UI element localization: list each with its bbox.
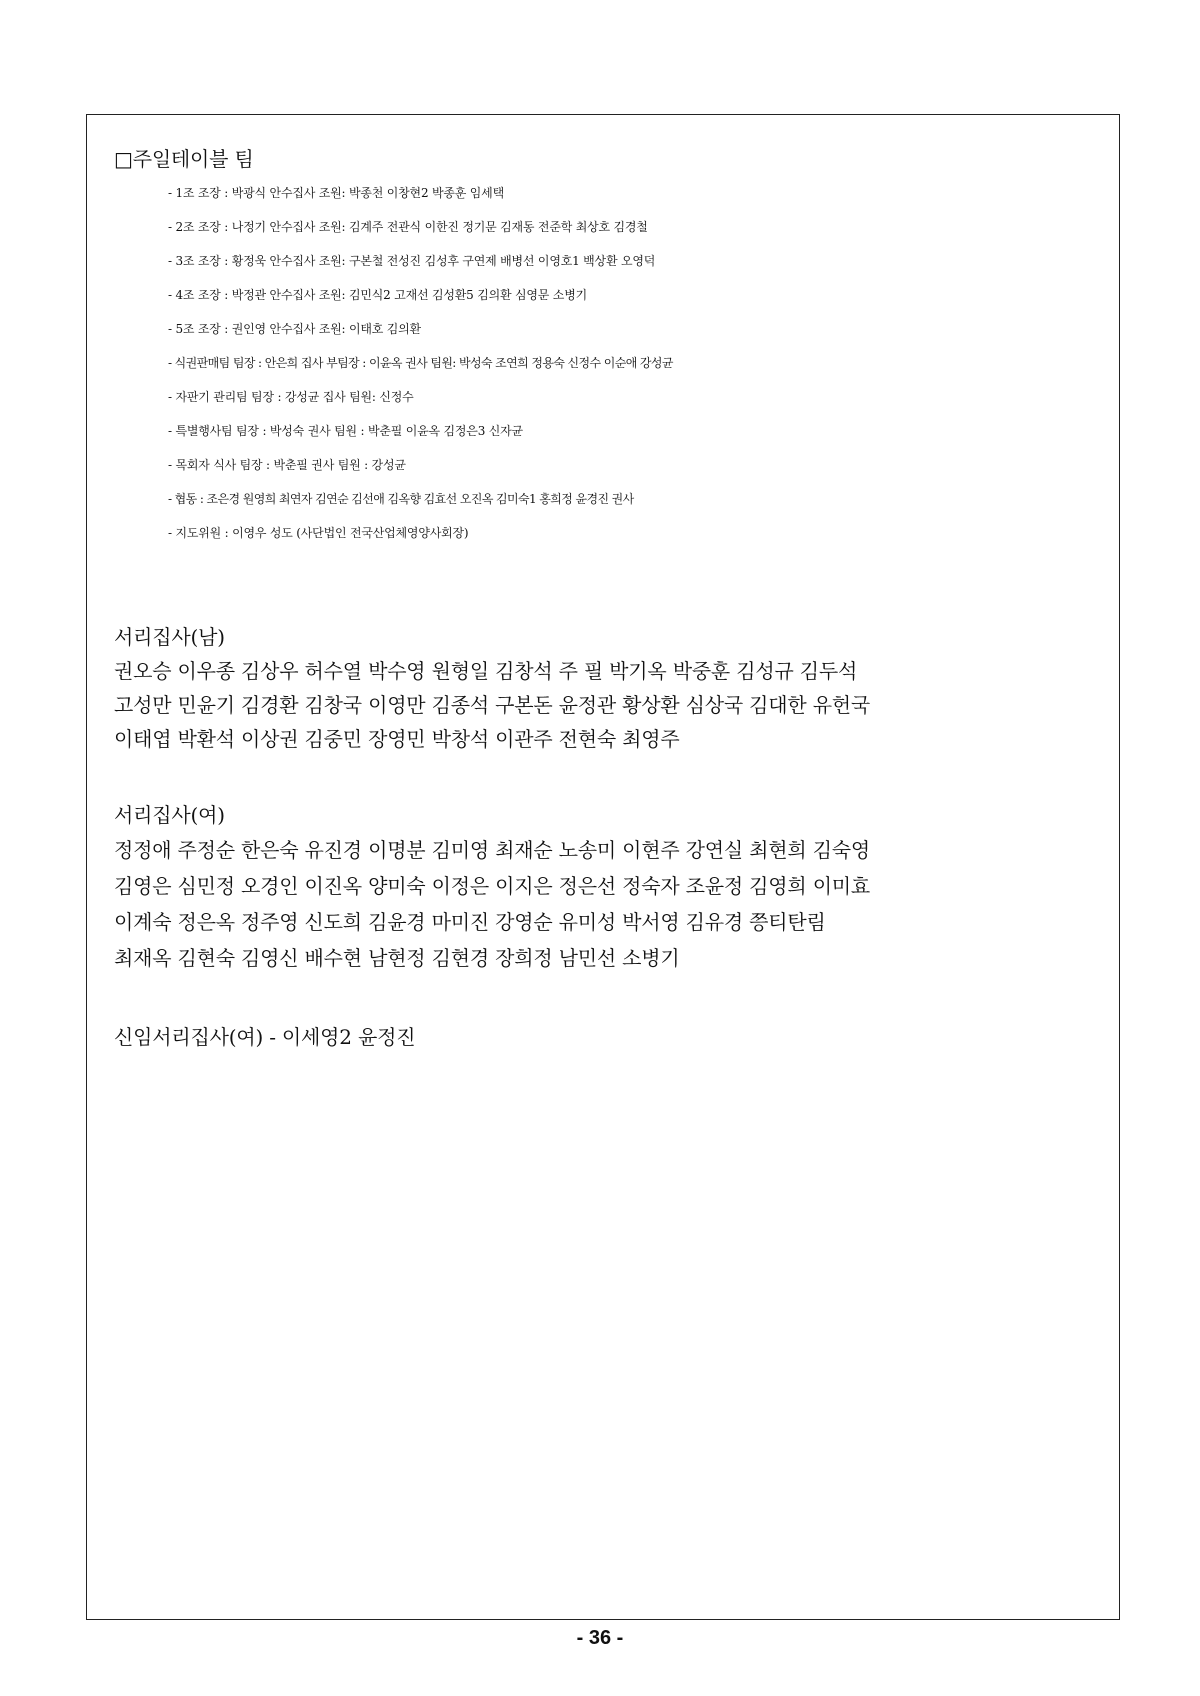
team-item-3: - 3조 조장 : 황정욱 안수집사 조원: 구본철 전성진 김성후 구연제 배병선 이영호1 백상환 오영덕: [168, 254, 656, 268]
team-heading: □주일테이블 팀: [114, 147, 254, 171]
page-content: [114, 142, 1114, 1049]
men-deacons-row-3: 이태엽 박환석 이상권 김중민 장영민 박창석 이관주 전현숙 최영주: [114, 727, 680, 751]
men-deacons-heading: 서리집사(남): [114, 625, 225, 649]
team-item-2: - 2조 조장 : 나정기 안수집사 조원: 김계주 전관식 이한진 정기문 김재동 전준학 최상호 김경철: [168, 220, 648, 234]
team-item-ticket-sales: - 식권판매팀 팀장 : 안은희 집사 부팀장 : 이윤옥 권사 팀원: 박성숙 조연희 정용숙 신정수 이순애 강성균: [168, 356, 673, 370]
team-list: [114, 176, 1114, 550]
women-deacons-row-3: 이계숙 정은옥 정주영 신도희 김윤경 마미진 강영순 유미성 박서영 김유경 쯩티탄림: [114, 910, 826, 934]
men-deacons-row-2: 고성만 민윤기 김경환 김창국 이영만 김종석 구본돈 윤정관 황상환 심상국 김대한 유헌국: [114, 693, 871, 717]
men-deacons-section: [114, 620, 870, 756]
new-deacons-section: [114, 1020, 415, 1054]
team-item-vending: - 자판기 관리팀 팀장 : 강성균 집사 팀원: 신정수: [168, 390, 414, 404]
team-item-advisor: - 지도위원 : 이영우 성도 (사단법인 전국산업체영양사회장): [168, 526, 469, 540]
team-item-pastor-meal: - 목회자 식사 팀장 : 박춘필 권사 팀원 : 강성균: [168, 458, 406, 472]
team-item-5: - 5조 조장 : 권인영 안수집사 조원: 이태호 김의환: [168, 322, 421, 336]
team-item-1: - 1조 조장 : 박광식 안수집사 조원: 박종천 이창현2 박종훈 임세택: [168, 186, 504, 200]
page-number: - 36 -: [576, 1627, 624, 1649]
team-item-cooperation: - 협동 : 조은경 원영희 최연자 김연순 김선애 김옥향 김효선 오진옥 김미숙1 홍희정 윤경진 권사: [168, 492, 634, 506]
team-item-4: - 4조 조장 : 박정관 안수집사 조원: 김민식2 고재선 김성환5 김의환 심영문 소병기: [168, 288, 587, 302]
women-deacons-heading: 서리집사(여): [114, 803, 225, 827]
women-deacons-section: [114, 798, 870, 976]
women-deacons-row-1: 정정애 주정순 한은숙 유진경 이명분 김미영 최재순 노송미 이현주 강연실 최현희 김숙영: [114, 838, 871, 862]
women-deacons-row-4: 최재옥 김현숙 김영신 배수현 남현정 김현경 장희정 남민선 소병기: [114, 946, 680, 970]
team-item-special-events: - 특별행사팀 팀장 : 박성숙 권사 팀원 : 박춘필 이윤옥 김정은3 신자균: [168, 424, 523, 438]
women-deacons-row-2: 김영은 심민정 오경인 이진옥 양미숙 이정은 이지은 정은선 정숙자 조윤정 김영희 이미효: [114, 874, 871, 898]
men-deacons-row-1: 권오승 이우종 김상우 허수열 박수영 원형일 김창석 주 필 박기옥 박중훈 김성규 김두석: [114, 659, 858, 683]
new-deacons-line: 신임서리집사(여) - 이세영2 윤정진: [114, 1025, 416, 1049]
